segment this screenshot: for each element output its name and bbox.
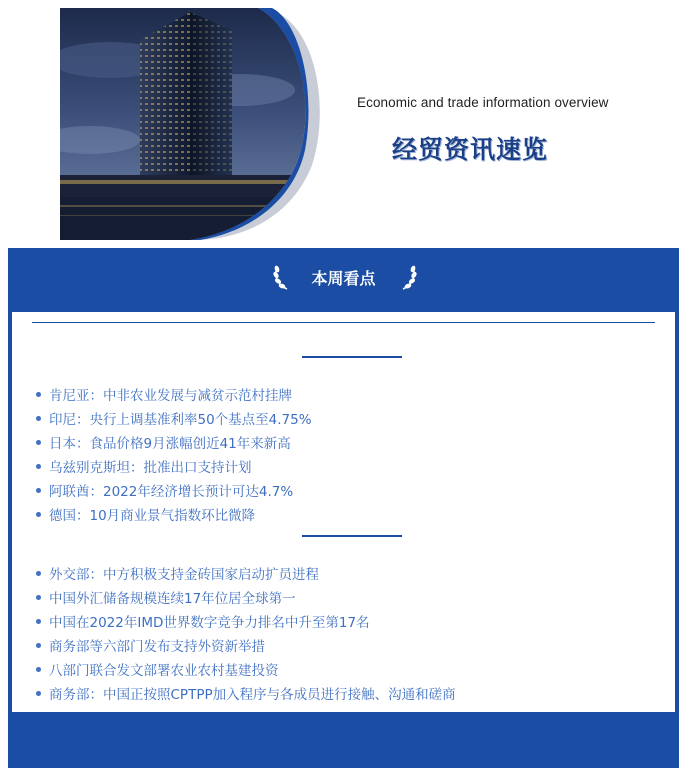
news-item[interactable]: 日本：食品价格9月涨幅创近41年来新高 — [36, 432, 312, 456]
bullet-dot-icon — [36, 691, 41, 696]
international-news-list — [36, 384, 312, 528]
news-item[interactable]: 印尼：央行上调基准利率50个基点至4.75% — [36, 408, 312, 432]
header-banner — [0, 0, 686, 245]
bullet-dot-icon — [36, 464, 41, 469]
bullet-dot-icon — [36, 643, 41, 648]
laurel-right-icon — [397, 263, 419, 291]
news-item[interactable]: 德国：10月商业景气指数环比微降 — [36, 504, 312, 528]
highlights-panel — [8, 248, 679, 768]
bullet-dot-icon — [36, 416, 41, 421]
news-item[interactable]: 外交部：中方积极支持金砖国家启动扩员进程 — [36, 563, 456, 587]
news-item[interactable]: 肯尼亚：中非农业发展与减贫示范村挂牌 — [36, 384, 312, 408]
panel-body — [12, 312, 675, 712]
panel-footer — [8, 716, 679, 768]
divider — [32, 322, 655, 323]
news-item[interactable]: 中国在2022年IMD世界数字竞争力排名中升至第17名 — [36, 611, 456, 635]
news-item[interactable]: 商务部等六部门发布支持外资新举措 — [36, 635, 456, 659]
skyscraper-photo — [0, 0, 686, 245]
bullet-dot-icon — [36, 595, 41, 600]
news-item[interactable]: 八部门联合发文部署农业农村基建投资 — [36, 659, 456, 683]
panel-title: 本周看点 — [311, 269, 376, 288]
bullet-dot-icon — [36, 667, 41, 672]
bullet-dot-icon — [36, 512, 41, 517]
news-item[interactable]: 阿联酋：2022年经济增长预计可达4.7% — [36, 480, 312, 504]
section-divider — [302, 535, 402, 537]
page-title: 经贸资讯速览 — [392, 135, 549, 164]
header-subtitle: Economic and trade information overview — [357, 95, 609, 110]
news-item[interactable]: 商务部：中国正按照CPTPP加入程序与各成员进行接触、沟通和磋商 — [36, 683, 456, 707]
bullet-dot-icon — [36, 571, 41, 576]
bullet-dot-icon — [36, 488, 41, 493]
bullet-dot-icon — [36, 392, 41, 397]
news-item[interactable]: 中国外汇储备规模连续17年位居全球第一 — [36, 587, 456, 611]
news-item[interactable]: 乌兹别克斯坦：批准出口支持计划 — [36, 456, 312, 480]
section-divider — [302, 356, 402, 358]
bullet-dot-icon — [36, 619, 41, 624]
domestic-news-list — [36, 563, 456, 707]
bullet-dot-icon — [36, 440, 41, 445]
